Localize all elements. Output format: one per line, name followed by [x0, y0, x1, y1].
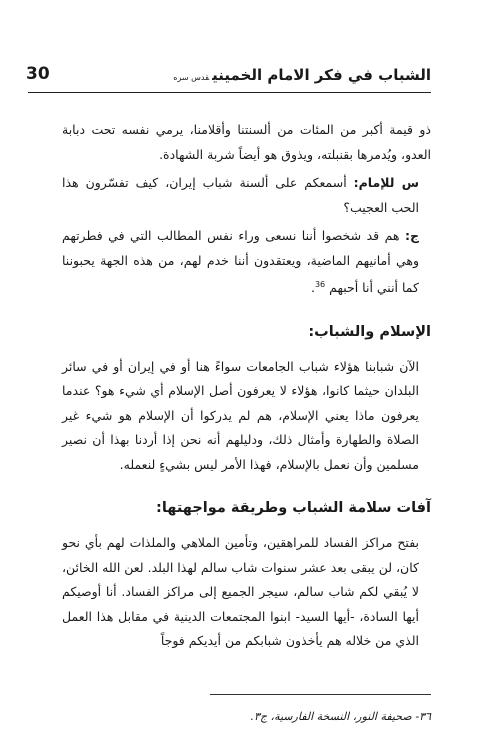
running-title-suffix: قدس سره	[173, 73, 210, 82]
answer-paragraph	[62, 224, 431, 301]
question-label: س للإمام:	[353, 175, 419, 190]
page-number: 30	[26, 64, 50, 84]
page-body	[62, 118, 431, 658]
page-header	[26, 62, 431, 92]
answer-end: .	[310, 280, 315, 296]
footnote-divider	[210, 694, 431, 695]
paragraph-3: بفتح مراكز الفساد للمراهقين، وتأمين الملاهي والملذات لهم بأي نحو كان، لن يبقى بعد عشر سنوات شاب سالم لهذا البلد. لعن الله الخائن، لا يُبقي لكم شاب سالم، سيجر الجميع إلى مراكز الفساد. أنا أوصيكم أيها السادة، -أيها السيد- ابنوا المجتمعات الدينية في مقابل هذا العمل الذي من خلاله هم يأخذون شبابكم من أيديكم فوجاً	[62, 535, 419, 649]
paragraph-2: الآن شبابنا هؤلاء شباب الجامعات سواءً هنا أو في إيران أو في سائر البلدان حيثما كانوا، هؤلاء لا يعرفون أصل الإسلام أي شيء هو؟ عندما يعرفون ماذا يعني الإسلام، هم لم يدركوا أن الإسلام هو شيء غير الصلاة والطهارة وأمثال ذلك، ودليلهم أنه نحن إذا أردنا بهذا أن نصير مسلمين وأن نعمل بالإسلام، فهذا الأمر ليس بشيءٍ لنعمله.	[62, 358, 419, 472]
footnote-ref: 36	[314, 280, 326, 289]
running-title	[173, 66, 431, 84]
paragraph-1: ذو قيمة أكبر من المئات من ألسنتنا وأقلامنا، يرمي نفسه تحت دبابة العدو، ويُدمرها بقنبلته، ويذوق هو أيضاً شربة الشهادة.	[62, 122, 431, 162]
footnote: ٣٦- صحيفة النور، النسخة الفارسية، ج٣.	[250, 710, 431, 723]
question-paragraph	[62, 171, 431, 220]
header-divider	[28, 92, 431, 93]
answer-label: ج:	[404, 228, 419, 243]
question-text: أسمعكم على ألسنة شباب إيران، كيف تفسّرون هذا الحب العجيب؟	[62, 175, 419, 215]
section-heading-islam-youth: الإسلام والشباب:	[308, 323, 431, 340]
running-title-text: الشباب في فكر الامام الخميني	[212, 66, 431, 84]
section-heading-youth-dangers: آفات سلامة الشباب وطريقة مواجهتها:	[156, 500, 431, 517]
answer-text: هم قد شخصوا أننا نسعى وراء نفس المطالب التي في فطرتهم وهي أمانيهم الماضية، ويعتقدون أننا خدم لهم، من هذه الجهة يحبوننا كما أنني أنا أحبهم	[62, 228, 419, 296]
